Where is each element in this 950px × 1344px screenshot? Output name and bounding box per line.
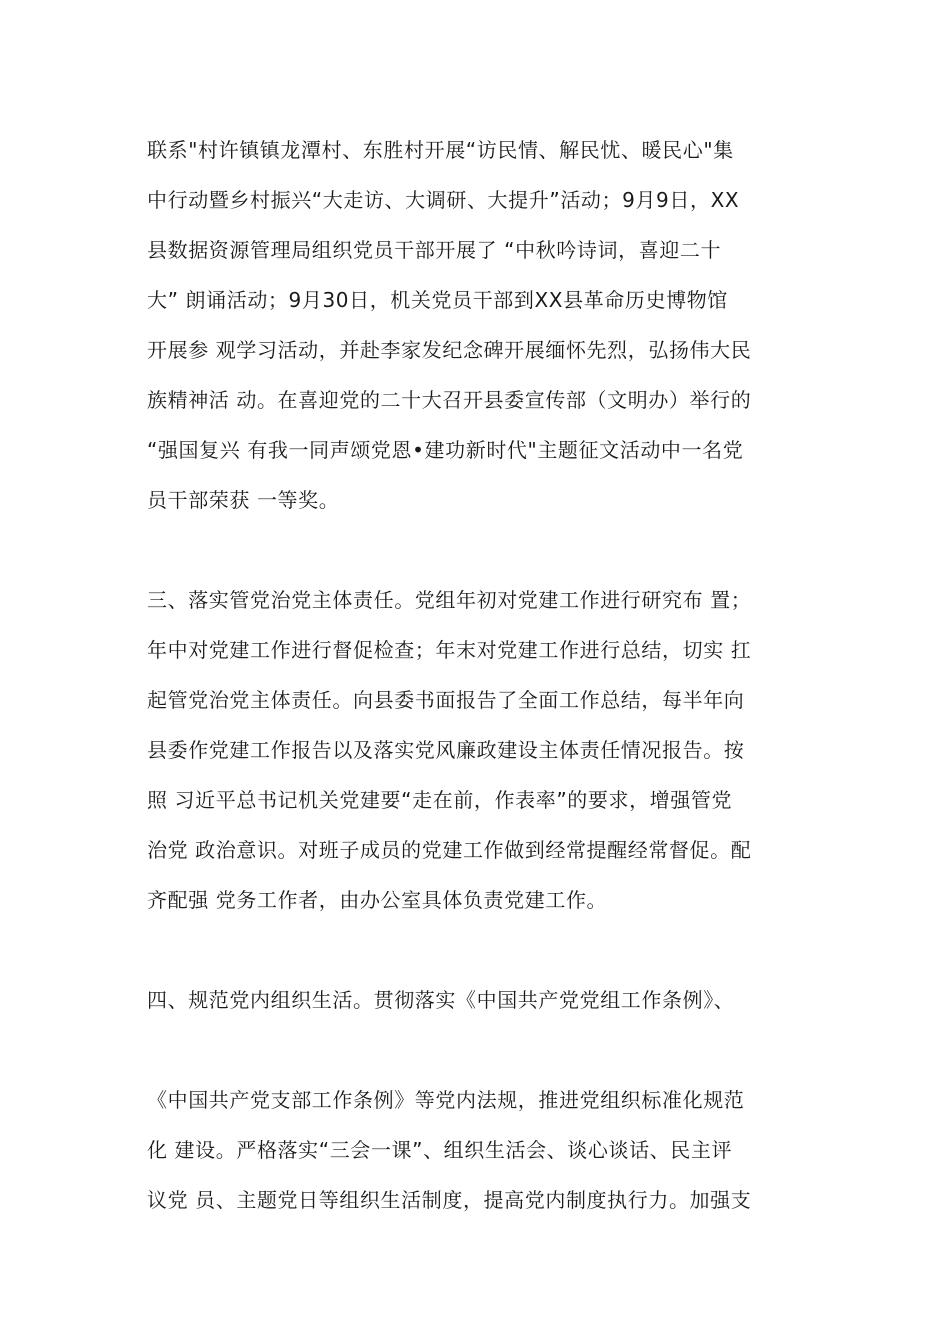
text-line: 四、规范党内组织生活。贯彻落实《中国共产党党组工作条例》、: [147, 988, 735, 1012]
text-line: 治党 政治意识。对班子成员的党建工作做到经常提醒经常督促。配: [147, 838, 752, 862]
text-line: 联系"村许镇镇龙潭村、东胜村开展“访民情、解民忧、暖民心"集: [147, 138, 734, 162]
text-line: 中行动暨乡村振兴“大走访、大调研、大提升”活动；9月9日，XX: [147, 188, 740, 212]
text-line: 员干部荣获 一等奖。: [147, 488, 340, 512]
text-line: 族精神活 动。在喜迎党的二十大召开县委宣传部（文明办）举行的: [147, 388, 752, 412]
text-line: 三、落实管党治党主体责任。党组年初对党建工作进行研究布 置；: [147, 588, 752, 612]
text-line: 大” 朗诵活动；9月30日，机关党员干部到XX县革命历史博物馆: [147, 288, 728, 312]
text-line: 化 建设。严格落实“三会一课”、组织生活会、谈心谈话、民主评: [147, 1138, 733, 1162]
paragraph-party-activities: [147, 125, 827, 525]
paragraph-section-four-body: [147, 1075, 827, 1225]
text-line: 起管党治党主体责任。向县委书面报告了全面工作总结，每半年向: [147, 688, 745, 712]
text-line: “强国复兴 有我一同声颂党恩•建功新时代"主题征文活动中一名党: [147, 438, 744, 462]
paragraph-section-four-heading: [147, 975, 827, 1025]
text-line: 县委作党建工作报告以及落实党风廉政建设主体责任情况报告。按: [147, 738, 745, 762]
text-line: 齐配强 党务工作者，由办公室具体负责党建工作。: [147, 888, 608, 912]
text-line: 《中国共产党支部工作条例》等党内法规，推进党组织标准化规范: [147, 1088, 745, 1112]
text-line: 开展参 观学习活动，并赴李家发纪念碑开展缅怀先烈，弘扬伟大民: [147, 338, 752, 362]
text-line: 县数据资源管理局组织党员干部开展了 “中秋吟诗词，喜迎二十: [147, 238, 722, 262]
text-line: 议党 员、主题党日等组织生活制度，提高党内制度执行力。加强支: [147, 1188, 752, 1212]
paragraph-section-three: [147, 575, 827, 925]
text-line: 照 习近平总书记机关党建要“走在前，作表率”的要求，增强管党: [147, 788, 733, 812]
text-line: 年中对党建工作进行督促检查；年末对党建工作进行总结，切实 扛: [147, 638, 752, 662]
